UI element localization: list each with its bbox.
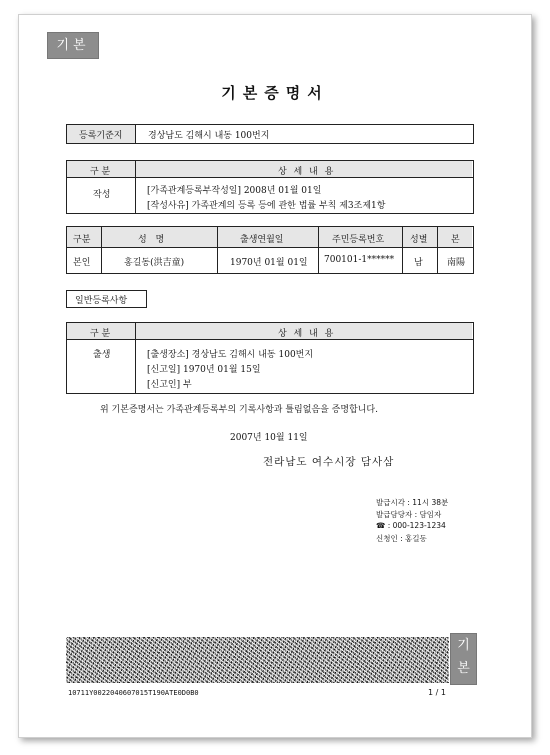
event-line-3: [신고인] 부 — [147, 380, 192, 390]
person-sex: 남 — [414, 258, 423, 268]
person-origin: 南陽 — [447, 258, 466, 268]
status-line-1: [가족관계등록부작성일] 2008년 01월 01일 — [147, 186, 322, 196]
document-title: 기본증명서 — [221, 84, 329, 102]
person-header-sex: 성별 — [410, 235, 428, 245]
event-line-2: [신고일] 1970년 01월 15일 — [147, 365, 261, 375]
bottom-corner-char-1: 기 — [457, 638, 470, 653]
person-birthdate: 1970년 01월 01일 — [230, 258, 308, 268]
issue-applicant: 신청인 : 홍길동 — [376, 534, 427, 543]
person-header-origin: 본 — [451, 235, 460, 245]
certification-statement: 위 기본증명서는 가족관계등록부의 기록사항과 틀림없음을 증명합니다. — [100, 405, 378, 415]
person-header-name: 성 명 — [138, 235, 168, 245]
person-name: 홍길동(洪吉童) — [124, 258, 185, 268]
issue-phone: ☎ : 000-123-1234 — [376, 521, 446, 530]
event-line-1: [출생장소] 경상남도 김해시 내동 100번지 — [147, 350, 314, 360]
issue-time: 발급시각 : 11시 38분 — [376, 498, 449, 507]
status-line-2: [작성사유] 가족관계의 등록 등에 관한 법률 부칙 제3조제1항 — [147, 201, 386, 211]
general-section-label: 일반등록사항 — [75, 296, 128, 306]
security-noise-band — [66, 637, 449, 683]
person-category: 본인 — [73, 258, 91, 268]
person-header-id: 주민등록번호 — [332, 235, 385, 245]
event-header-category: 구 분 — [90, 329, 111, 339]
issue-officer: 발급담당자 : 담임자 — [376, 510, 442, 519]
registration-label: 등록기준지 — [79, 131, 123, 141]
event-row-label: 출생 — [93, 350, 111, 360]
issuer-name: 전라남도 여수시장 담사삼 — [263, 456, 395, 468]
document-code: 10711Y0022040607015T190ATE0D0B0 — [68, 689, 199, 697]
person-header-category: 구분 — [73, 235, 91, 245]
top-corner-mark: 기본 — [47, 32, 99, 59]
person-id-number: 700101-1****** — [324, 255, 395, 265]
bottom-corner-mark — [450, 633, 477, 685]
registration-value: 경상남도 김해시 내동 100번지 — [148, 131, 270, 141]
person-header-birthdate: 출생연월일 — [240, 235, 284, 245]
status-row-label: 작성 — [93, 190, 111, 200]
status-header-details: 상 세 내 용 — [278, 167, 336, 177]
bottom-corner-char-2: 본 — [457, 661, 470, 676]
event-header-details: 상 세 내 용 — [278, 329, 336, 339]
issue-date: 2007년 10월 11일 — [230, 433, 308, 443]
status-header-category: 구 분 — [90, 167, 111, 177]
page-number: 1 / 1 — [428, 688, 446, 697]
